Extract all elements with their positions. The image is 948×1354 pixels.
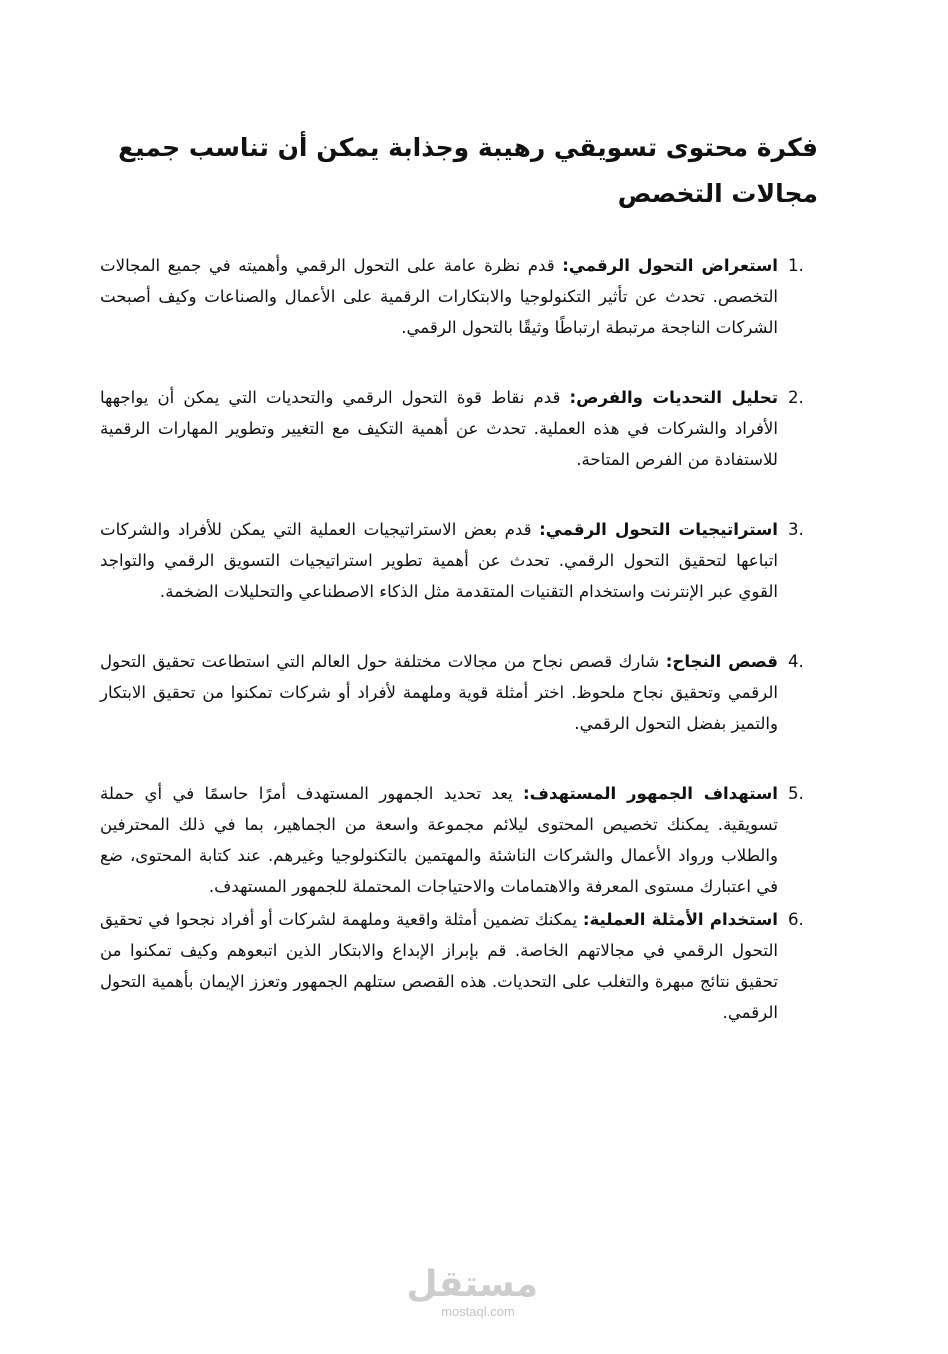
mostaql-logo: مستقل xyxy=(406,1264,538,1305)
item-body: قدم نقاط قوة التحول الرقمي والتحديات التي يمكن أن يواجهها الأفراد والشركات في هذه العملية. تحدث عن أهمية التكيف مع التغيير وتطوير المهارات الرقمية للاستفادة من الفرص المتاحة. xyxy=(100,388,778,469)
list-item xyxy=(100,778,820,902)
item-heading: استعراض التحول الرقمي: xyxy=(562,256,778,275)
document-title: فكرة محتوى تسويقي رهيبة وجذابة يمكن أن تناسب جميع مجالات التخصص xyxy=(118,133,818,208)
mostaql-watermark xyxy=(406,1264,538,1320)
watermark-url: mostaql.com xyxy=(441,1304,515,1319)
list-item xyxy=(100,382,820,475)
numbered-list xyxy=(100,250,820,1028)
item-body: قدم بعض الاستراتيجيات العملية التي يمكن للأفراد والشركات اتباعها لتحقيق التحول الرقمي. تحدث عن أهمية تطوير استراتيجيات التسويق الرقمي والتواجد القوي عبر الإنترنت واستخدام التقنيات المتقدمة مثل الذكاء الاصطناعي والتحليلات الضخمة. xyxy=(100,520,778,601)
item-body: يمكنك تضمين أمثلة واقعية وملهمة لشركات أو أفراد نجحوا في تحقيق التحول الرقمي في مجالاتهم الخاصة. قم بإبراز الإبداع والابتكار الذين اتبعوهم وكيف تمكنوا من تحقيق نتائج مبهرة والتغلب على التحديات. هذه القصص ستلهم الجمهور وتعزز الإيمان بأهمية التحول الرقمي. xyxy=(100,910,778,1022)
item-heading: استراتيجيات التحول الرقمي: xyxy=(539,520,778,539)
item-number: 3. xyxy=(788,520,804,539)
item-number: 5. xyxy=(788,784,804,803)
item-body: قدم نظرة عامة على التحول الرقمي وأهميته في جميع المجالات التخصص. تحدث عن تأثير التكنولوجيا والابتكارات الرقمية على الأعمال والصناعات وكيف أصبحت الشركات الناجحة مرتبطة ارتباطًا وثيقًا بالتحول الرقمي. xyxy=(100,256,778,337)
item-number: 6. xyxy=(788,910,804,929)
list-item xyxy=(100,514,820,607)
item-heading: استخدام الأمثلة العملية: xyxy=(582,910,778,929)
list-item xyxy=(100,904,820,1028)
item-number: 4. xyxy=(788,652,804,671)
item-number: 1. xyxy=(788,256,804,275)
item-heading: قصص النجاح: xyxy=(665,652,779,671)
list-item xyxy=(100,646,820,739)
item-number: 2. xyxy=(788,388,804,407)
item-body: شارك قصص نجاح من مجالات مختلفة حول العالم التي استطاعت تحقيق التحول الرقمي وتحقيق نجاح ملحوظ. اختر أمثلة قوية وملهمة لأفراد أو شركات تمكنوا من تحقيق الابتكار والتميز بفضل التحول الرقمي. xyxy=(100,652,778,733)
item-heading: تحليل التحديات والفرص: xyxy=(569,388,778,407)
item-body: يعد تحديد الجمهور المستهدف أمرًا حاسمًا في أي حملة تسويقية. يمكنك تخصيص المحتوى ليلائم مجموعة واسعة من الجماهير، بما في ذلك المحترفين والطلاب ورواد الأعمال والشركات الناشئة والمهتمين بالتكنولوجيا وغيرهم. عند كتابة المحتوى، ضع في اعتبارك مستوى المعرفة والاهتمامات والاحتياجات المحتملة للجمهور المستهدف. xyxy=(100,784,778,896)
item-heading: استهداف الجمهور المستهدف: xyxy=(523,784,778,803)
list-item xyxy=(100,250,820,343)
